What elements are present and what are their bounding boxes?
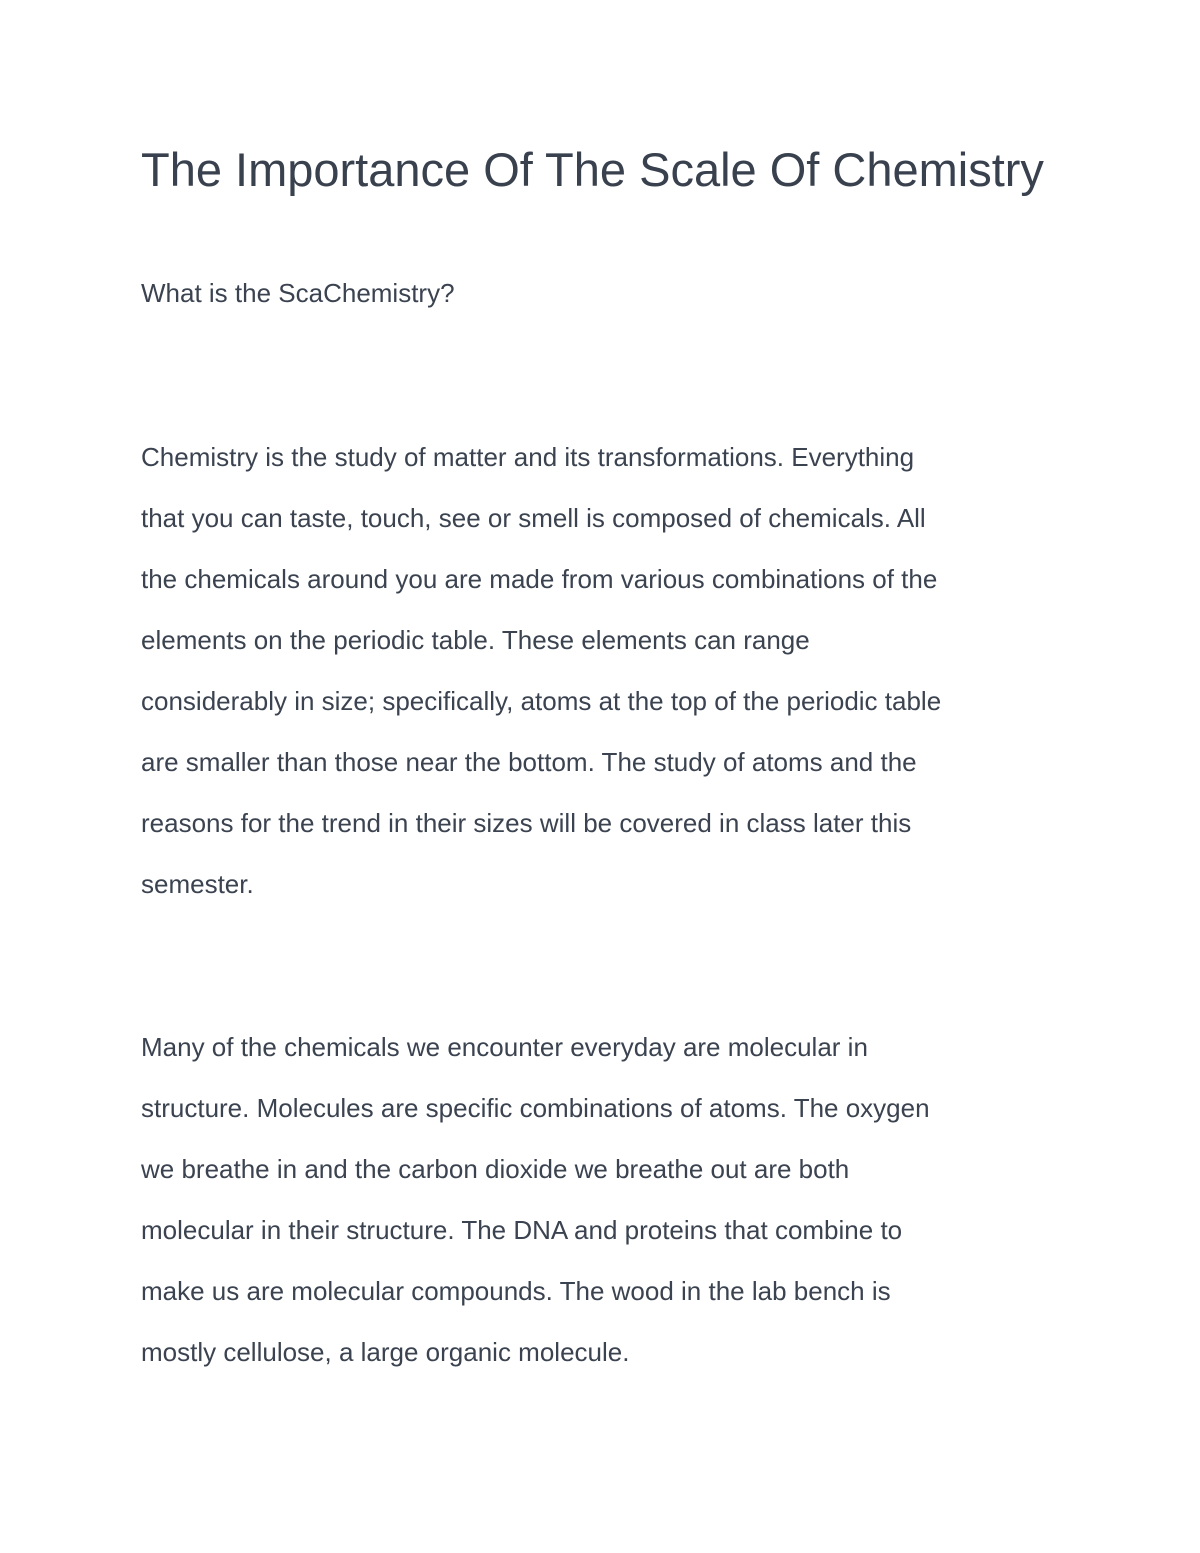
paragraph-line: the chemicals around you are made from various combinations of the: [141, 564, 938, 594]
paragraph-line: Chemistry is the study of matter and its transformations. Everything: [141, 442, 915, 472]
paragraph-line: are smaller than those near the bottom. The study of atoms and the: [141, 747, 917, 777]
document-title: The Importance Of The Scale Of Chemistry: [141, 143, 1044, 196]
paragraph-line: reasons for the trend in their sizes will be covered in class later this: [141, 808, 912, 838]
paragraph-line: that you can taste, touch, see or smell is composed of chemicals. All: [141, 503, 926, 533]
paragraph-molecules: [141, 1017, 930, 1383]
document-subtitle: What is the ScaChemistry?: [141, 278, 455, 308]
paragraph-line: mostly cellulose, a large organic molecule.: [141, 1337, 630, 1367]
paragraph-line: Many of the chemicals we encounter everyday are molecular in: [141, 1032, 868, 1062]
paragraph-line: semester.: [141, 869, 254, 899]
paragraph-scale-intro: [141, 427, 941, 915]
paragraph-line: make us are molecular compounds. The wood in the lab bench is: [141, 1276, 891, 1306]
paragraph-line: considerably in size; specifically, atoms at the top of the periodic table: [141, 686, 942, 716]
paragraph-line: we breathe in and the carbon dioxide we breathe out are both: [141, 1154, 850, 1184]
paragraph-line: structure. Molecules are specific combinations of atoms. The oxygen: [141, 1093, 930, 1123]
paragraph-line: molecular in their structure. The DNA and proteins that combine to: [141, 1215, 903, 1245]
paragraph-line: elements on the periodic table. These elements can range: [141, 625, 810, 655]
